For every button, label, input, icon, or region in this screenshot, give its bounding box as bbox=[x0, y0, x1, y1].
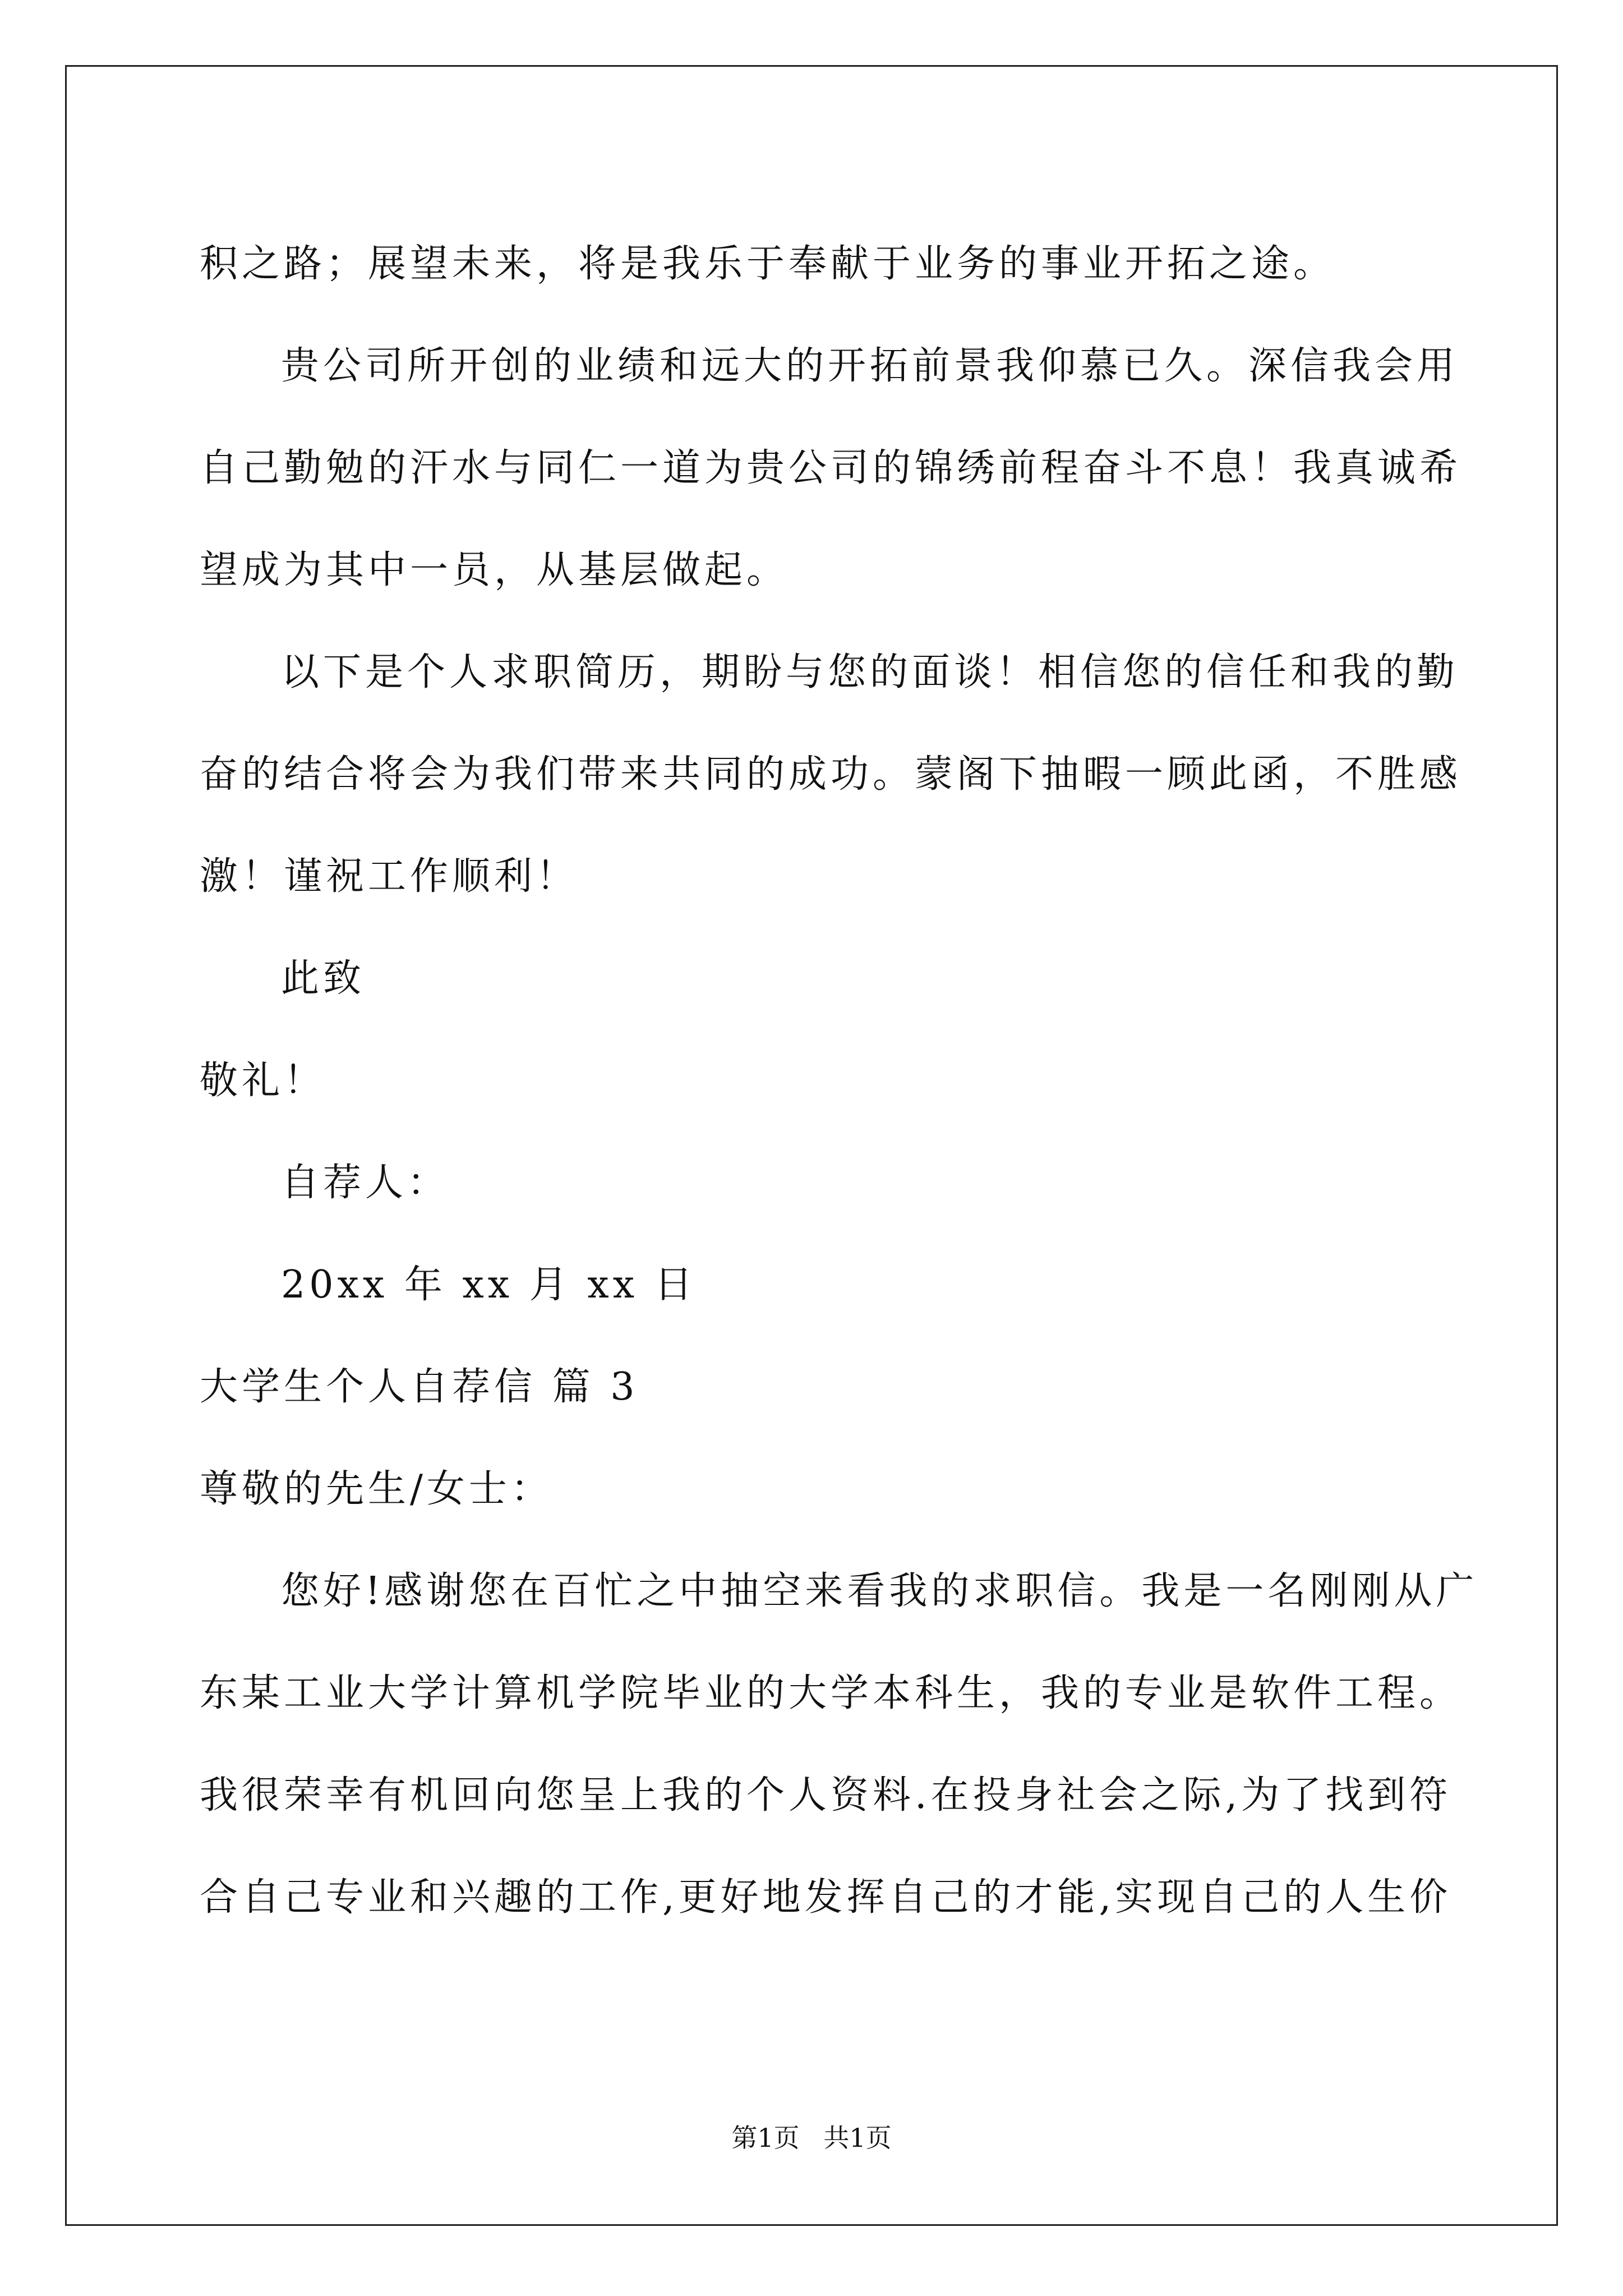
closing-regards: 敬礼！ bbox=[200, 1059, 326, 1103]
text-line: 激！谨祝工作顺利！ bbox=[200, 854, 579, 899]
closing-salutation: 此致 bbox=[281, 956, 366, 1001]
document-body bbox=[200, 213, 1478, 1949]
text-line: 自己勤勉的汗水与同仁一道为贵公司的锦绣前程奋斗不息！我真诚希 bbox=[200, 446, 1462, 490]
text-line: 合自己专业和兴趣的工作,更好地发挥自己的才能,实现自己的人生价 bbox=[200, 1875, 1452, 1920]
section-heading: 大学生个人自荐信 篇 3 bbox=[200, 1365, 639, 1409]
page-total: 共1页 bbox=[823, 2123, 892, 2153]
date-line: 20xx 年 xx 月 xx 日 bbox=[281, 1263, 697, 1307]
text-line: 积之路；展望未来，将是我乐于奉献于业务的事业开拓之途。 bbox=[200, 242, 1336, 286]
signature-label: 自荐人： bbox=[281, 1161, 450, 1205]
text-line: 望成为其中一员，从基层做起。 bbox=[200, 548, 789, 592]
text-line: 我很荣幸有机回向您呈上我的个人资料.在投身社会之际,为了找到符 bbox=[200, 1773, 1452, 1818]
greeting-line: 尊敬的先生/女士： bbox=[200, 1467, 553, 1511]
text-line: 贵公司所开创的业绩和远大的开拓前景我仰慕已久。深信我会用 bbox=[281, 344, 1459, 388]
text-line: 以下是个人求职简历，期盼与您的面谈！相信您的信任和我的勤 bbox=[281, 650, 1459, 694]
page-number: 第1页 bbox=[731, 2123, 800, 2153]
text-line: 您好!感谢您在百忙之中抽空来看我的求职信。我是一名刚刚从广 bbox=[281, 1569, 1478, 1613]
text-line: 奋的结合将会为我们带来共同的成功。蒙阁下抽暇一顾此函，不胜感 bbox=[200, 752, 1462, 797]
text-line: 东某工业大学计算机学院毕业的大学本科生，我的专业是软件工程。 bbox=[200, 1671, 1462, 1715]
page-footer bbox=[0, 2121, 1623, 2155]
